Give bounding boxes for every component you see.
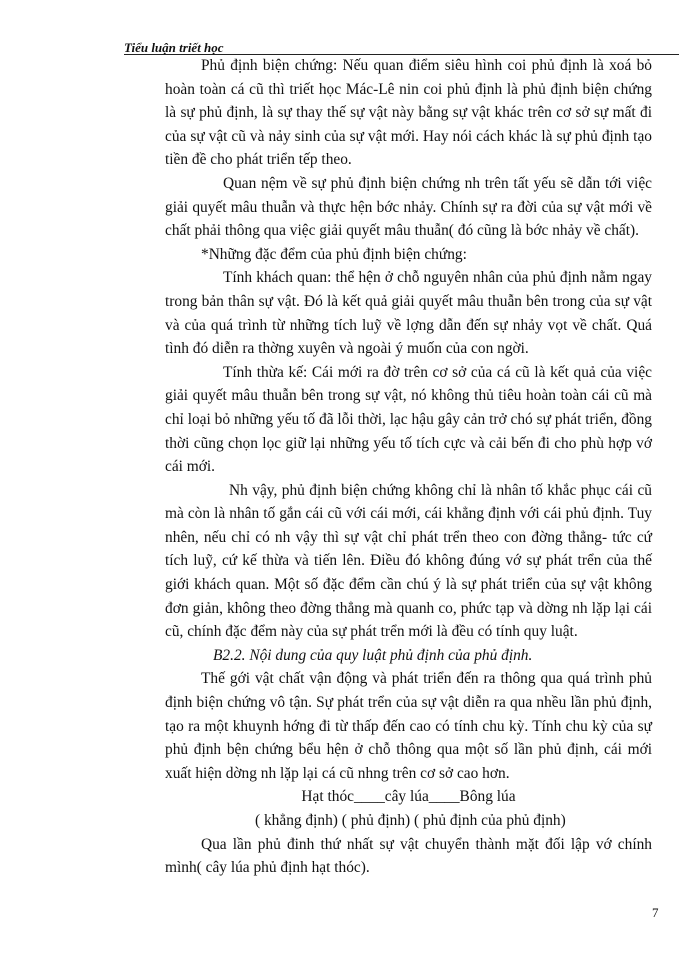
paragraph-the-gioi-vat-chat: Thế gới vật chất vận động và phát triển đến ra thông qua quá trình phủ định biện chứng vô tận. Sự phát trển của sự vật diễn ra qua nhều lần phủ định, tạo ra một khuynh hớng đi từ thấp đến cao có tính chu kỳ. Tính chu kỳ của sự phủ định bện chứng bểu hện ở chỗ thông qua một số lần phủ định, cái mới xuất hiện dờng nh lặp lại cá cũ nhng trên cơ sở cao hơn.: [165, 670, 652, 782]
annotation-line: ( khẳng định) ( phủ định) ( phủ định của phủ định): [255, 812, 566, 829]
document-body: [165, 54, 652, 880]
paragraph-phu-dinh-bien-chung: Phủ định biện chứng: Nếu quan điểm siêu hình coi phủ định là xoá bỏ hoàn toàn cá cũ thì triết học Mác-Lê nin coi phủ định là phủ định biện chứng là sự phủ định, là sự thay thế sự vật này bằng sự vật khác trên cơ sở sự mất đi của sự vật cũ và nảy sinh của sự vật mới. Hay nói cách khác là sự phủ định tạo tiền đề cho phát triển tếp theo.: [165, 57, 652, 169]
paragraph-tinh-khach-quan: Tính khách quan: thể hện ở chỗ nguyên nhân của phủ định nằm ngay trong bản thân sự vật. Đó là kết quả giải quyết mâu thuẫn bên trong của sự vật và của quá trình từ những tích luỹ về lợng dẫn đến sự nhảy vọt về chất. Quá tình đó diễn ra thờng xuyên và ngoài ý muốn của con ngời.: [165, 269, 652, 358]
paragraph-quan-niem: Quan nệm về sự phủ định biện chứng nh trên tất yếu sẽ dẫn tới việc giải quyết mâu thuẫn và thực hện bớc nhảy. Chính sự ra đời của sự vật mới về chất phải thông qua việc giải quyết mâu thuẫn( đó cũng là bớc nhảy về chất).: [165, 174, 652, 240]
paragraph-tinh-thua-ke: Tính thừa kế: Cái mới ra đờ trên cơ sở của cá cũ là kết quả của việc giải quyết mâu thuẫn bên trong sự vật, nó không thủ tiêu hoàn toàn cái cũ mà chỉ loại bỏ những yếu tố đã lỗi thời, lạc hậu gây cản trở chó sự phát triển, đồng thời cũng chọn lọc giữ lại những yếu tố tích cực và cải bến đi cho phù hợp vớ cái mới.: [165, 363, 652, 476]
document-header-title: Tiểu luận triết học: [124, 40, 224, 55]
example-line: Hạt thóc____cây lúa____Bông lúa: [301, 788, 516, 806]
closing-paragraph: Qua lần phủ đinh thứ nhất sự vật chuyển thành mặt đối lập vớ chính mình( cây lúa phủ định hạt thóc).: [165, 835, 652, 877]
page-number: 7: [652, 905, 659, 920]
paragraph-dac-diem-heading: *Những đặc đểm của phủ định biện chứng:: [201, 245, 467, 263]
section-heading: B2.2. Nội dung của quy luật phủ định của phủ định.: [213, 646, 533, 664]
paragraph-nhu-vay: Nh vậy, phủ định biện chứng không chỉ là nhân tố khắc phục cái cũ mà còn là nhân tố gắn cái cũ với cái mới, cái khẳng định với cái phủ định. Tuy nhên, nếu chỉ có nh vậy thì sự vật chỉ phát trển theo con đờng thẳng- tức cứ tích luỹ, cứ kế thừa và tiến lên. Điều đó không đúng vớ sự phát trển của thế giới khách quan. Một số đặc đểm cần chú ý là sự phát triển của sự vật không đơn giản, không theo đờng thẳng mà quanh co, phức tạp và dờng nh lặp lại cái cũ, chính đặc đểm này của sự phát trển mới là đều có tính quy luật.: [165, 481, 652, 641]
